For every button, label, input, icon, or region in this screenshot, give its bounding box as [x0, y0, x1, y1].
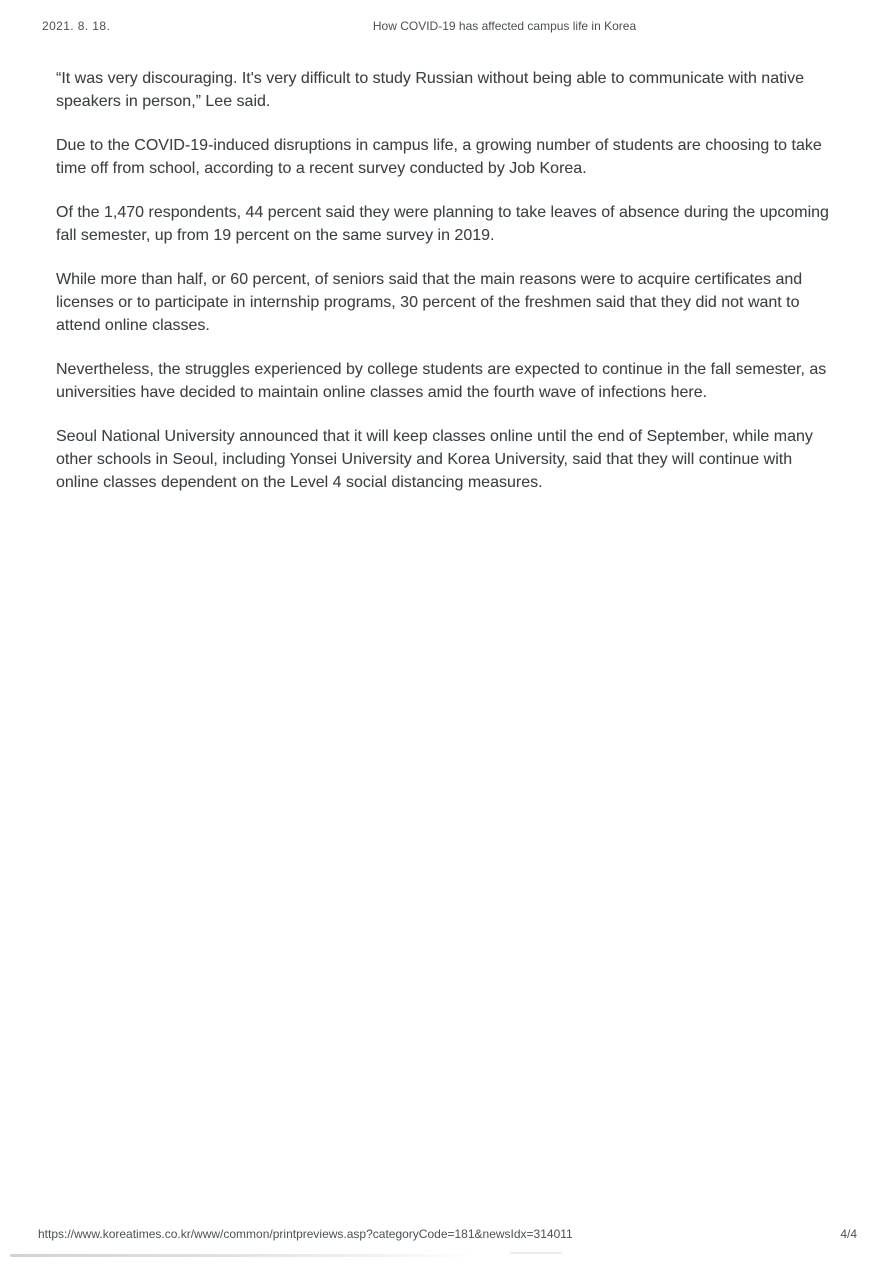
scan-artifact-line [10, 1254, 478, 1257]
article-paragraph-outlook: Nevertheless, the struggles experienced by college students are expected to continue in the fall semester, as universities have decided to maintain online classes amid the fourth wave of infections here. [56, 361, 827, 401]
article-paragraph-universities: Seoul National University announced that it will keep classes online until the end of September, while many other schools in Seoul, including Yonsei University and Korea University, said that they will continue with online classes dependent on the Level 4 social distancing measures. [56, 428, 813, 491]
footer-page-number: 4/4 [840, 1227, 857, 1241]
article-paragraph-respondents: Of the 1,470 respondents, 44 percent said they were planning to take leaves of absence during the upcoming fall semester, up from 19 percent on the same survey in 2019. [56, 204, 829, 244]
article-body [56, 67, 839, 515]
article-paragraph-quote: “It was very discouraging. It's very difficult to study Russian without being able to communicate with native speakers in person,” Lee said. [56, 70, 804, 110]
scan-artifact-smudge [510, 1252, 562, 1254]
article-paragraph-survey: Due to the COVID-19-induced disruptions in campus life, a growing number of students are choosing to take time off from school, according to a recent survey conducted by Job Korea. [56, 137, 822, 177]
header-article-title: How COVID-19 has affected campus life in Korea [372, 19, 637, 33]
article-paragraph-reasons: While more than half, or 60 percent, of seniors said that the main reasons were to acquire certificates and licenses or to participate in internship programs, 30 percent of the freshmen said that they did not want to attend online classes. [56, 271, 803, 334]
header-date: 2021. 8. 18. [42, 19, 111, 33]
footer-source-url: https://www.koreatimes.co.kr/www/common/printpreviews.asp?categoryCode=181&newsIdx=314011 [38, 1227, 573, 1241]
